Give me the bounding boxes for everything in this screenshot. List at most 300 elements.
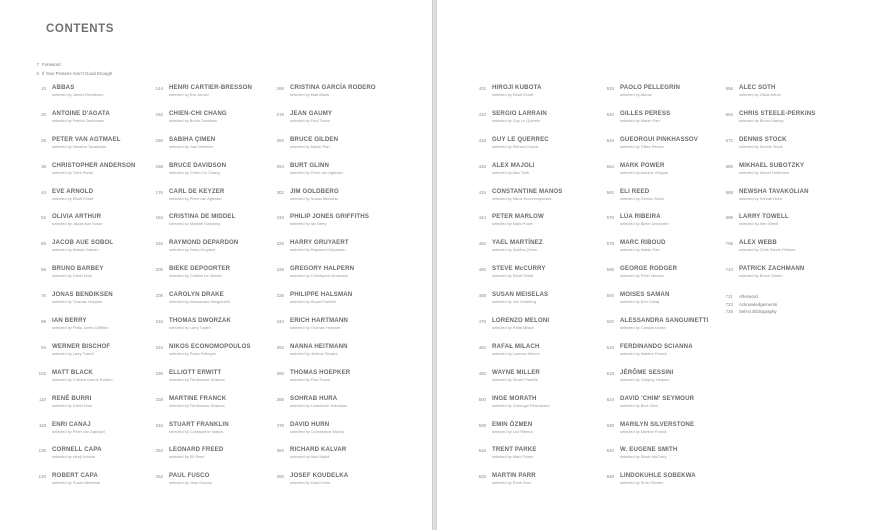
contents-entry [151,291,252,317]
selected-by-line: selected by Nikos Economopoulos [492,195,552,201]
contents-entry [272,472,376,498]
photographer-name: STEVE McCURRY [492,265,546,273]
contents-column-3 [272,84,376,498]
entry-text [739,136,787,162]
contents-entry [34,472,136,498]
page-number: 698 [725,215,733,221]
photographer-name: PHILIPPE HALSMAN [290,291,353,299]
selected-by-line: selected by Hiroji Kubota [52,454,96,460]
page-number: 680 [725,163,733,169]
entry-text [290,369,350,395]
selected-by-line: selected by Alec Soth [492,169,530,175]
entry-text [290,472,348,498]
entry-text [169,472,212,498]
entry-text [52,446,102,472]
page-number: 268 [276,86,284,91]
selected-by-line: selected by Olivia Arthur [739,92,781,97]
page-number: 418 [478,137,486,143]
entry-text [169,188,224,214]
contents-entry [34,136,136,162]
selected-by-line: selected by Patrick Zachmann [52,117,105,123]
selected-by-line: selected by Burt Glinn [620,402,659,408]
photographer-name: NIKOS ECONOMOPOULOS [169,342,251,350]
photographer-name: JIM GOLDBERG [290,187,339,195]
contents-entry [721,239,815,265]
page-number: 434 [478,189,486,195]
contents-entry [474,343,562,369]
selected-by-line: selected by Mark Power [492,221,534,227]
page-number: 640 [606,448,614,454]
contents-entry [272,265,376,291]
selected-by-line: selected by Lindokuhle Sobekwa [290,402,347,408]
page-number: 410 [478,111,486,117]
selected-by-line: selected by Emin Özmen [620,480,664,486]
page-number: 578 [606,241,614,247]
entry-text [620,265,677,291]
selected-by-line: selected by Dennis Stock [739,143,783,149]
entry-text [290,317,348,343]
entry-text [620,136,698,162]
selected-by-line: selected by Alessandra Sanguinetti [169,299,230,305]
photographer-name: JACOB AUE SOBOL [52,239,114,247]
photographer-name: LÚA RIBEIRA [620,213,661,221]
selected-by-line: selected by Martine Franck [620,350,667,356]
photographer-name: ROBERT CAPA [52,472,98,480]
entry-text [52,395,92,421]
selected-by-line: selected by Peter Marlow [620,273,664,279]
contents-entry [474,162,562,188]
front-matter-item [34,69,112,78]
selected-by-line: selected by Cristina De Middel [169,273,222,279]
photographer-name: ERICH HARTMANN [290,317,348,325]
contents-entry [474,446,562,472]
selected-by-line: selected by Matt Black [290,92,329,97]
page-number: 508 [478,422,486,428]
contents-column-2 [151,84,252,498]
contents-entry [272,239,376,265]
selected-by-line: selected by Ferdinando Scianna [169,402,225,408]
contents-entry [474,239,562,265]
photographer-name: SERGIO LARRAIN [492,109,547,117]
photographer-name: JOSEF KOUDELKA [290,472,349,480]
photographer-name: THOMAS HOEPKER [290,368,351,376]
page-number: 8 [36,71,39,76]
page-number: 344 [276,319,284,325]
entry-text [620,213,669,239]
page-number: 484 [478,344,486,350]
contents-entry [602,472,708,498]
page-number: 94 [41,344,46,350]
entry-text [492,110,547,136]
page-number: 444 [478,215,486,221]
entry-text [739,213,789,239]
photographer-name: FERDINANDO SCIANNA [620,342,693,350]
page-number: 664 [725,111,733,117]
selected-by-line: selected by Steve McCurry [620,454,667,460]
page-number: 200 [155,267,163,273]
page-number: 570 [606,215,614,221]
contents-entry [151,446,252,472]
page-number: 594 [606,293,614,299]
selected-by-line: selected by Martin Parr [620,247,661,253]
contents-entry [602,136,708,162]
entry-text [492,213,544,239]
back-matter-label: Select Bibliography [739,309,777,315]
page-number: 86 [41,319,46,325]
entry-text [169,369,225,395]
page-number: 534 [606,86,614,91]
contents-entry [34,291,136,317]
contents-entry [602,291,708,317]
photographer-name: LEONARD FREED [169,446,224,454]
photographer-name: ALEC SOTH [739,84,776,91]
entry-text [290,136,338,162]
selected-by-line: selected by Thomas Hoepker [290,325,341,331]
entry-text [620,343,693,369]
entry-text [492,84,542,110]
selected-by-line: selected by Constantine Manos [169,428,224,434]
photographer-name: CAROLYN DRAKE [169,291,224,299]
selected-by-line: selected by Sohrab Hura [739,195,782,201]
page-number: 706 [725,241,733,247]
contents-entry [474,395,562,421]
page-number: 246 [155,422,163,428]
page-number: 44 [41,189,46,195]
photographer-name: NEWSHA TAVAKOLIAN [739,187,809,195]
contents-entry [34,162,136,188]
selected-by-line: selected by Carolyn Drake [620,325,666,331]
contents-entry [602,84,708,110]
photographer-name: JEAN GAUMY [290,109,333,117]
contents-entry [151,369,252,395]
page-number: 368 [276,396,284,402]
contents-entry [272,162,376,188]
photographer-name: RICHARD KALVAR [290,446,347,454]
selected-by-line: selected by Lúa Ribeira [492,428,533,434]
selected-by-line: selected by Elliott Erwitt [492,273,534,279]
entry-text [739,162,804,188]
entry-text [169,213,235,239]
entry-text [169,291,230,317]
selected-by-line: selected by Bieke Depoorter [620,221,669,227]
contents-entry [151,110,252,136]
selected-by-line: selected by Guy Le Querrec [492,117,541,123]
entry-text [52,421,105,447]
photographer-name: JONAS BENDIKSEN [52,291,113,299]
contents-entry [474,110,562,136]
page-number: 224 [155,344,163,350]
selected-by-line: selected by Alex Majoli [290,454,330,460]
selected-by-line: selected by Jérôme Sessini [290,350,338,356]
selected-by-line: selected by Alex Webb [739,221,779,227]
entry-text [52,369,113,395]
page-number: 36 [41,163,46,169]
page-number: 426 [478,163,486,169]
photographer-name: WERNER BISCHOF [52,342,111,350]
page-number: 328 [276,267,284,273]
page-number: 723 [725,301,733,307]
page-number: 390 [276,474,284,480]
entry-text [169,110,227,136]
photographer-name: PETER MARLOW [492,213,544,221]
selected-by-line: selected by Chris Steele-Perkins [739,247,796,253]
photographer-name: PETER VAN AGTMAEL [52,135,121,143]
contents-entry [602,369,708,395]
contents-entry [151,239,252,265]
photographer-name: DENNIS STOCK [739,135,787,143]
contents-entry [602,395,708,421]
back-matter-label: Acknowledgements [739,301,778,307]
selected-by-line: selected by David Hurn [290,480,331,486]
contents-entry [474,84,562,110]
selected-by-line: selected by Yael Martínez [169,143,214,149]
contents-entry [474,188,562,214]
contents-entry [272,317,376,343]
selected-by-line: selected by Paolo Pellegrin [169,350,216,356]
contents-entry [34,265,136,291]
photographer-name: MARTINE FRANCK [169,394,227,402]
entry-text [620,317,708,343]
selected-by-line: selected by Martine Franck [620,428,667,434]
selected-by-line: selected by Gregory Halpern [620,376,670,382]
entry-text [620,162,668,188]
page-number: 294 [276,163,284,169]
entry-text [739,239,795,265]
photographer-name: ALESSANDRA SANGUINETTI [620,317,709,325]
selected-by-line: selected by Jim Goldberg [492,299,536,305]
contents-entry [721,265,815,291]
page-number: 176 [155,189,163,195]
page-number: 648 [606,474,614,480]
entry-text [739,110,815,136]
contents-entry [151,136,252,162]
entry-text [492,162,535,188]
contents-entry [34,110,136,136]
selected-by-line: selected by Peter van Agtmael [169,195,222,201]
entry-text [739,84,781,110]
contents-entry [151,265,252,291]
selected-by-line: selected by Paul Fusco [290,376,331,382]
page-number: 144 [155,86,163,91]
page-number: 476 [478,319,486,325]
contents-entry [34,317,136,343]
photographer-name: RAYMOND DEPARDON [169,239,239,247]
contents-entry [602,162,708,188]
entry-text [290,265,354,291]
selected-by-line: selected by Moises Saman [52,247,99,253]
photographer-name: MOISES SAMAN [620,291,670,299]
entry-text [169,317,231,343]
photographer-name: ELLIOTT ERWITT [169,368,222,376]
page-number: 336 [276,293,284,299]
entry-text [169,265,230,291]
page-number: 460 [478,267,486,273]
selected-by-line: selected by René Burri [492,480,532,486]
photographer-name: OLIVIA ARTHUR [52,213,102,221]
page-number: 714 [725,267,733,273]
page-number: 284 [276,137,284,143]
entry-text [739,265,804,291]
contents-entry [721,84,815,110]
contents-entry [602,421,708,447]
page-number: 254 [155,448,163,454]
photographer-name: ELI REED [620,187,650,195]
page-number: 554 [606,163,614,169]
photographer-name: ALEX MAJOLI [492,161,535,169]
photographer-name: PAOLO PELLEGRIN [620,84,681,91]
photographer-name: HIROJI KUBOTA [492,84,542,91]
selected-by-line: selected by Susan Meiselas [290,195,339,201]
page-number: 10 [41,86,46,91]
entry-text [290,213,369,239]
front-matter-label: If Your Pictures Aren't Good Enough [42,71,113,76]
contents-entry [272,446,376,472]
contents-entry [602,110,708,136]
page-number: 160 [155,137,163,143]
photographer-name: MARILYN SILVERSTONE [620,420,695,428]
photographer-name: MARTIN PARR [492,472,536,480]
selected-by-line: selected by Philip Jones Griffiths [52,325,109,331]
contents-entry [272,213,376,239]
photographer-name: LORENZO MELONI [492,317,550,325]
selected-by-line: selected by Larry Towell [52,350,94,356]
page-number: 230 [155,370,163,376]
page-number: 492 [478,370,486,376]
photographer-name: YAEL MARTÍNEZ [492,239,543,247]
selected-by-line: selected by Antoine d'Agata [620,169,668,175]
entry-text [620,446,677,472]
photographer-name: GUY LE QUERREC [492,135,549,143]
contents-entry [34,188,136,214]
page-number: 624 [606,396,614,402]
page-number: 238 [155,396,163,402]
page-number: 152 [155,111,163,117]
page-number: 7 [36,62,39,67]
selected-by-line: selected by Nanna Heitmann [739,169,789,175]
entry-text [492,136,549,162]
photographer-name: SABIHA ÇIMEN [169,135,216,143]
photographer-name: GUEORGUI PINKHASSOV [620,135,699,143]
contents-column-1 [34,84,136,498]
entry-text [620,239,666,265]
photographer-name: HENRI CARTIER-BRESSON [169,84,253,91]
entry-text [290,446,346,472]
page-number: 610 [606,344,614,350]
photographer-name: STUART FRANKLIN [169,420,229,428]
contents-entry [272,84,376,110]
contents-entry [151,188,252,214]
entry-text [52,84,103,110]
contents-entry [474,291,562,317]
contents-entry [721,162,815,188]
photographer-name: CHIEN-CHI CHANG [169,109,227,117]
contents-entry [272,369,376,395]
contents-entry [34,213,136,239]
entry-text [290,343,348,369]
selected-by-line: selected by Bruno Barbey [739,117,784,123]
entry-text [492,369,540,395]
selected-by-line: selected by Abbas [620,92,652,97]
back-matter-list [721,293,815,316]
selected-by-line: selected by Gueorgui Pinkhassov [492,402,550,408]
right-page [437,0,870,530]
selected-by-line: selected by Eli Reed [169,454,205,460]
entry-text [620,421,694,447]
contents-entry [151,213,252,239]
entry-text [739,188,809,214]
contents-entry [474,136,562,162]
selected-by-line: selected by Chien-Chi Chang [169,169,220,175]
selected-by-line: selected by Larry Towell [169,325,211,331]
selected-by-line: selected by David Hurn [52,402,93,408]
selected-by-line: selected by Jacob Aue Sobol [52,221,102,227]
contents-entry [474,213,562,239]
page-number: 546 [606,137,614,143]
photographer-name: SOHRAB HURA [290,394,338,402]
contents-entry [272,395,376,421]
selected-by-line: selected by Mikhael Subotzky [169,221,221,227]
photographer-name: NANNA HEITMANN [290,342,348,350]
photographer-name: IAN BERRY [52,317,87,325]
page-number: 656 [725,86,733,91]
selected-by-line: selected by Susan Meiselas [52,480,101,486]
entry-text [492,472,536,498]
selected-by-line: selected by Elliott Erwitt [52,195,94,201]
page-number: 208 [155,293,163,299]
page-number: 276 [276,111,284,117]
page-number: 516 [478,448,486,454]
contents-entry [474,369,562,395]
selected-by-line: selected by Ferdinando Scianna [169,376,225,382]
entry-text [52,188,93,214]
page-number: 672 [725,137,733,143]
selected-by-line: selected by Paul Fusco [290,117,331,123]
entry-text [620,84,680,110]
page-number: 310 [276,215,284,221]
entry-text [169,395,226,421]
contents-entry [34,421,136,447]
selected-by-line: selected by Rafał Milach [492,325,535,331]
entry-text [169,162,226,188]
contents-entry [272,188,376,214]
contents-entry [34,343,136,369]
selected-by-line: selected by Eve Arnold [169,92,209,97]
photographer-name: JÉRÔME SESSINI [620,368,674,376]
page-number: 52 [41,215,46,221]
photographer-name: BRUNO BARBEY [52,265,104,273]
page-number: 76 [41,293,46,299]
entry-text [492,421,533,447]
page-number: 68 [41,267,46,273]
entry-text [290,239,349,265]
photographer-name: MATT BLACK [52,368,93,376]
back-matter-item [721,301,815,309]
page-number: 376 [276,422,284,428]
page-number: 586 [606,267,614,273]
entry-text [492,343,540,369]
contents-entry [272,136,376,162]
contents-entry [721,136,815,162]
page-number: 28 [41,137,46,143]
page-number: 540 [606,111,614,117]
photographer-name: CONSTANTINE MANOS [492,187,563,195]
entry-text [492,317,549,343]
back-matter-item [721,293,815,301]
entry-text [169,421,229,447]
photographer-name: CRISTINA DE MIDDEL [169,213,236,221]
contents-entry [34,395,136,421]
page-number: 500 [478,396,486,402]
